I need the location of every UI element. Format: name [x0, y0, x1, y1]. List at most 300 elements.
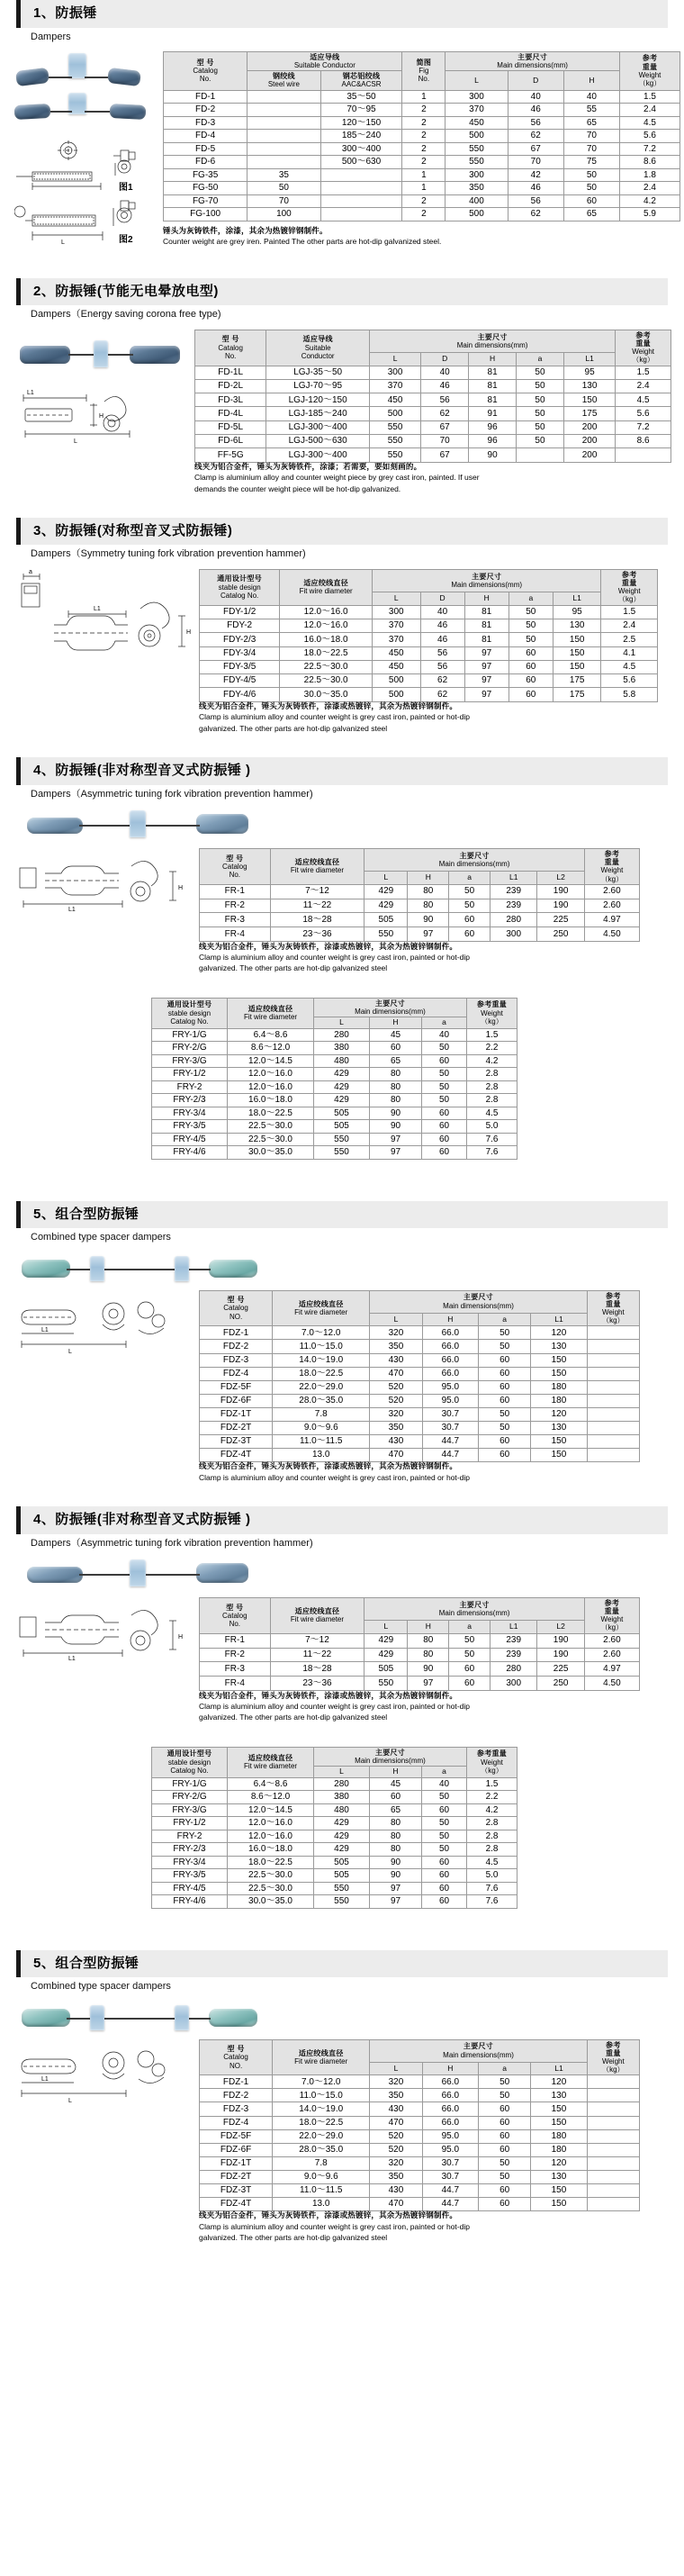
cell-wire: 12.0～16.0: [228, 1080, 314, 1094]
th-D: D: [508, 71, 563, 90]
cell-a: 60: [449, 927, 490, 942]
cell-w: 7.6: [467, 1133, 518, 1146]
section-1-artwork: [14, 51, 163, 255]
cell-catalog: FRY-1/G: [152, 1028, 228, 1042]
spec-table-fdz: [199, 1290, 640, 1458]
cell-H: 81: [464, 619, 508, 632]
cell-H: 80: [370, 1094, 422, 1107]
cell-L1: 200: [563, 448, 615, 462]
cell-L: 550: [369, 420, 420, 434]
th-catalog: 型 号 Catalog No.: [200, 1597, 271, 1633]
cell-catalog: FRY-4/6: [152, 1895, 228, 1909]
th-a: a: [449, 1620, 490, 1633]
cell-catalog: FR-1: [200, 1633, 271, 1648]
section-5a-subtitle: Combined type spacer dampers: [31, 1232, 171, 1243]
cell-H: 95.0: [422, 2129, 478, 2143]
cell-L: 320: [370, 1407, 422, 1421]
cell-wire: 11～22: [270, 1648, 364, 1662]
th-L: L: [446, 71, 508, 90]
cell-a: 60: [422, 1856, 467, 1869]
cell-wire: 11.0～11.5: [273, 2183, 370, 2197]
table-row: [164, 182, 680, 195]
th-catalog: 型 号 Catalog NO.: [200, 2039, 273, 2075]
cell-wire: 13.0: [273, 2197, 370, 2210]
section-4b-title-cn: 防振锤(非对称型音叉式防振锤 ): [55, 1512, 251, 1528]
cell-w: 4.2: [467, 1803, 518, 1817]
table-row: [195, 448, 671, 462]
cell-H: 81: [469, 393, 517, 407]
cell-w: 5.0: [467, 1869, 518, 1883]
table-row: [152, 1882, 518, 1895]
table-row: [152, 1895, 518, 1909]
table-row: [152, 1107, 518, 1120]
cell-L: 550: [369, 435, 420, 448]
th-dimensions: 主要尺寸 Main dimensions(mm): [369, 330, 615, 352]
cell-catalog: FR-2: [200, 899, 271, 913]
cell-catalog: FRY-4/6: [152, 1146, 228, 1160]
cell-w: [587, 2116, 639, 2129]
cell-a: 50: [479, 1326, 531, 1340]
cell-L1: 150: [563, 393, 615, 407]
section-4a-title-cn: 防振锤(非对称型音叉式防振锤 ): [55, 763, 251, 779]
cell-a: 50: [479, 2170, 531, 2183]
cell-w: [587, 1353, 639, 1367]
cell-a: 60: [508, 674, 553, 688]
cell-a: 50: [517, 435, 564, 448]
cell-L1: 239: [490, 899, 537, 913]
cell-D: 40: [508, 90, 563, 104]
section-4b-drawing: [14, 1597, 194, 1662]
section-5b-number: 5、: [33, 1955, 56, 1971]
table-row: [152, 1068, 518, 1081]
section-4a-artwork: [14, 848, 199, 913]
dimension-label-L: L: [68, 1348, 72, 1355]
cell-catalog: FD-4: [164, 130, 248, 143]
cell-H: 30.7: [422, 2156, 478, 2170]
cell-L: 429: [364, 899, 408, 913]
table-row: [200, 2075, 640, 2089]
cell-H: 80: [408, 899, 449, 913]
cell-wire: 7.0～12.0: [273, 2075, 370, 2089]
cell-a: 50: [422, 1068, 467, 1081]
section-4b-photo-wrap: [0, 1550, 684, 1595]
cell-L1: 130: [531, 2089, 587, 2102]
section-3-table-area: [199, 569, 671, 734]
cell-L: 500: [446, 208, 508, 221]
cell-catalog: FRY-2/3: [152, 1094, 228, 1107]
section-3-note: 线夹为铝合金件，锤头为灰铸铁件，涂漆或热镀锌，其余为热镀锌钢制件。 Clamp is aluminium alloy and counter weight is grey cast iron, painted or hot-dip galvanized. The other parts are hot-dip galvanized steel: [199, 701, 470, 733]
th-weight: 参考 重量 Weight （kg）: [616, 330, 671, 366]
cell-cond: LGJ-120～150: [266, 393, 370, 407]
th-weight: 参考 重量 Weight （kg）: [587, 1290, 639, 1326]
section-2-body: [0, 322, 684, 494]
cell-catalog: FR-4: [200, 1677, 271, 1691]
counter-weight-icon: [110, 104, 147, 120]
cell-L: 320: [370, 2156, 422, 2170]
cell-L1: 130: [531, 2170, 587, 2183]
th-L: L: [314, 1766, 370, 1777]
cell-w: [587, 1340, 639, 1353]
cell-catalog: FRY-1/G: [152, 1777, 228, 1791]
cell-L1: 130: [531, 1340, 587, 1353]
cell-L1: 175: [563, 407, 615, 420]
cell-w: 4.5: [616, 393, 671, 407]
cell-a: 60: [479, 2143, 531, 2156]
cell-H: 65: [370, 1054, 422, 1068]
cell-H: 75: [563, 156, 619, 169]
section-1-body: [0, 44, 684, 255]
cell-a: 60: [479, 1394, 531, 1407]
section-2: [0, 278, 684, 494]
cell-w: 5.6: [619, 130, 680, 143]
cell-w: 7.2: [616, 420, 671, 434]
cell-H: 90: [370, 1120, 422, 1134]
cell-H: 30.7: [422, 2170, 478, 2183]
cell-H: 80: [370, 1843, 422, 1857]
cell-L: 429: [314, 1068, 370, 1081]
cell-catalog: FRY-2/G: [152, 1791, 228, 1804]
cell-steel: [248, 142, 320, 156]
cell-wire: 6.4～8.6: [228, 1028, 314, 1042]
th-dimensions: 主要尺寸 Main dimensions(mm): [364, 1597, 584, 1620]
cell-H: 50: [563, 168, 619, 182]
counter-weight-icon: [196, 814, 248, 834]
section-4b-subtitle: Dampers（Asymmetric tuning fork vibration prevention hammer): [31, 1537, 313, 1549]
dimension-label-H: H: [178, 884, 184, 891]
cell-D: 40: [421, 366, 469, 379]
cell-a: 60: [449, 913, 490, 927]
cell-L: 429: [364, 1633, 408, 1648]
cell-L: 550: [314, 1895, 370, 1909]
cell-H: 96: [469, 420, 517, 434]
cell-catalog: FDZ-6F: [200, 2143, 273, 2156]
cell-L1: 280: [490, 913, 537, 927]
section-1: [0, 0, 684, 255]
cell-H: 81: [469, 366, 517, 379]
table-row: [164, 130, 680, 143]
cell-wire: 11.0～15.0: [273, 1340, 370, 1353]
cell-a: 60: [479, 1353, 531, 1367]
section-1-table-area: [163, 51, 680, 247]
table-row: [164, 104, 680, 117]
cell-D: 46: [508, 104, 563, 117]
cell-D: 67: [421, 448, 469, 462]
cell-cond: LGJ-300～400: [266, 420, 370, 434]
cell-L: 505: [314, 1107, 370, 1120]
cell-catalog: FD-1L: [195, 366, 266, 379]
cell-cond: LGJ-35～50: [266, 366, 370, 379]
cell-L: 470: [370, 2116, 422, 2129]
wire-strand-icon: [67, 1269, 211, 1270]
section-2-number: 2、: [33, 283, 56, 299]
spec-table-fry: [151, 998, 518, 1160]
cell-a: 50: [479, 1340, 531, 1353]
cell-D: 62: [420, 674, 464, 688]
cell-H: 97: [370, 1146, 422, 1160]
cell-L: 450: [372, 646, 420, 660]
cell-H: 90: [370, 1107, 422, 1120]
th-L1: L1: [531, 1313, 587, 1326]
th-a: a: [508, 592, 553, 605]
cell-w: 2.8: [467, 1817, 518, 1830]
table-row: [200, 660, 658, 673]
section-4b-fry-area: [0, 1723, 684, 1909]
cell-L: 480: [314, 1054, 370, 1068]
section-3: [0, 518, 684, 734]
cell-wire: 7.8: [273, 2156, 370, 2170]
figure-2-label: 图2: [119, 234, 133, 245]
cell-L1: 120: [531, 1326, 587, 1340]
cell-L: 450: [446, 116, 508, 130]
cell-w: 2.8: [467, 1094, 518, 1107]
cell-w: [587, 1326, 639, 1340]
cell-aac: [320, 194, 402, 208]
cell-wire: 9.0～9.6: [273, 2170, 370, 2183]
cell-L1: 150: [531, 1353, 587, 1367]
cell-L: 450: [372, 660, 420, 673]
th-weight: 参考 重量 Weight （kg）: [584, 1597, 639, 1633]
cell-L1: 150: [531, 2183, 587, 2197]
cell-L1: 150: [531, 2197, 587, 2210]
th-weight: 参考 重量 Weight （kg）: [584, 848, 639, 884]
cell-a: 60: [479, 1434, 531, 1448]
cell-L: 520: [370, 2143, 422, 2156]
table-row: [152, 1028, 518, 1042]
cell-H: 81: [464, 605, 508, 619]
cell-L1: 180: [531, 2129, 587, 2143]
cell-w: [587, 2129, 639, 2143]
cell-catalog: FG-70: [164, 194, 248, 208]
cell-catalog: FDZ-6F: [200, 1394, 273, 1407]
cell-D: 67: [508, 142, 563, 156]
th-dimensions: 主要尺寸 Main dimensions(mm): [372, 569, 600, 592]
section-4b-number: 4、: [33, 1512, 56, 1528]
th-fit-wire-diameter: 适应绞线直径 Fit wire diameter: [280, 569, 373, 605]
th-H: H: [370, 1766, 422, 1777]
figure-2-drawing: [14, 195, 158, 255]
cell-wire: 18.0～22.5: [273, 2116, 370, 2129]
cell-D: 56: [420, 660, 464, 673]
clamp-body-icon: [90, 2005, 104, 2030]
section-5a-drawing: [14, 1290, 194, 1360]
cell-w: 2.4: [619, 182, 680, 195]
th-conductor: 适应导线 Suitable Conductor: [266, 330, 370, 366]
table-row: [152, 1146, 518, 1160]
damper-photo-corona-free: [14, 333, 190, 385]
cell-wire: 12.0～16.0: [280, 619, 373, 632]
cell-a: 50: [449, 1633, 490, 1648]
cell-a: 60: [449, 1677, 490, 1691]
cell-a: 50: [517, 407, 564, 420]
cell-L1: 239: [490, 1648, 537, 1662]
cell-catalog: FD-6: [164, 156, 248, 169]
cell-w: 1.5: [619, 90, 680, 104]
cell-w: 4.1: [601, 646, 658, 660]
cell-a: 60: [422, 1054, 467, 1068]
cell-w: 2.2: [467, 1042, 518, 1055]
spec-table-symmetry-fork: [199, 569, 658, 700]
cell-L: 370: [372, 619, 420, 632]
cell-w: [587, 1434, 639, 1448]
table-row: [164, 90, 680, 104]
section-5b-table-area: [199, 2039, 671, 2244]
cell-w: 2.60: [584, 1648, 639, 1662]
th-a: a: [422, 1017, 467, 1029]
cell-w: 5.0: [467, 1120, 518, 1134]
damper-photo-top: [14, 53, 158, 140]
cell-H: 66.0: [422, 1367, 478, 1380]
cell-catalog: FR-3: [200, 1662, 271, 1677]
cell-cond: LGJ-500～630: [266, 435, 370, 448]
table-row: [164, 142, 680, 156]
cell-wire: 7.8: [273, 1407, 370, 1421]
th-H: H: [408, 871, 449, 884]
cell-catalog: FRY-2: [152, 1830, 228, 1843]
table-row: [200, 2197, 640, 2210]
cell-L: 550: [364, 1677, 408, 1691]
section-5b-photo-wrap: [0, 1994, 684, 2038]
cell-wire: 9.0～9.6: [273, 1421, 370, 1434]
cell-H: 80: [370, 1080, 422, 1094]
spec-table-dampers: [163, 51, 680, 221]
cell-catalog: FR-2: [200, 1648, 271, 1662]
cell-a: 60: [422, 1895, 467, 1909]
cell-catalog: FDY-4/5: [200, 674, 280, 688]
cell-L1: 150: [531, 1367, 587, 1380]
section-4b-body: [0, 1595, 684, 1723]
cell-L: 320: [370, 2075, 422, 2089]
section-3-artwork: [14, 569, 199, 663]
cell-catalog: FDZ-3T: [200, 1434, 273, 1448]
cell-a: 60: [422, 1146, 467, 1160]
section-4a-fry-area: [0, 974, 684, 1160]
cell-w: [587, 2170, 639, 2183]
th-fit-wire-diameter: 适应绞线直径 Fit wire diameter: [270, 1597, 364, 1633]
clamp-body-icon: [90, 1256, 104, 1281]
cell-L: 520: [370, 2129, 422, 2143]
table-row: [164, 156, 680, 169]
table-row: [200, 2102, 640, 2116]
cell-catalog: FD-5L: [195, 420, 266, 434]
cell-w: [587, 2075, 639, 2089]
section-4a-photo-wrap: [0, 801, 684, 846]
section-4b-table-area: [199, 1597, 671, 1723]
table-row: [200, 1407, 640, 1421]
th-a: a: [517, 352, 564, 366]
spec-table-corona-free: [194, 330, 671, 460]
section-5a: [0, 1201, 684, 1483]
cell-cond: LGJ-300～400: [266, 448, 370, 462]
counter-weight-icon: [22, 2009, 70, 2027]
cell-catalog: FRY-2/3: [152, 1843, 228, 1857]
cell-catalog: FG-35: [164, 168, 248, 182]
section-3-drawing: [14, 569, 194, 663]
cell-a: 50: [422, 1843, 467, 1857]
table-row: [200, 1367, 640, 1380]
th-fit-wire-diameter: 适应绞线直径 Fit wire diameter: [273, 2039, 370, 2075]
cell-a: 50: [422, 1791, 467, 1804]
cell-w: 2.60: [584, 884, 639, 899]
asymmetric-damper-photo: [27, 805, 252, 846]
table-row: [200, 927, 640, 942]
cell-wire: 13.0: [273, 1448, 370, 1461]
cell-a: 50: [517, 379, 564, 393]
cell-w: 2.8: [467, 1843, 518, 1857]
section-4a-subtitle: Dampers（Asymmetric tuning fork vibration prevention hammer): [31, 788, 313, 800]
cell-L: 380: [314, 1791, 370, 1804]
cell-a: 60: [422, 1803, 467, 1817]
cell-w: 7.6: [467, 1882, 518, 1895]
cell-w: 5.9: [619, 208, 680, 221]
th-L: L: [372, 592, 420, 605]
cell-w: 4.5: [601, 660, 658, 673]
th-D: D: [421, 352, 469, 366]
th-catalog: 型 号 Catalog No.: [195, 330, 266, 366]
cell-L: 550: [364, 927, 408, 942]
cell-steel: 100: [248, 208, 320, 221]
cell-w: [587, 2143, 639, 2156]
th-fit-wire-diameter: 适应绞线直径 Fit wire diameter: [270, 848, 364, 884]
cell-H: 90: [469, 448, 517, 462]
cell-H: 44.7: [422, 1448, 478, 1461]
cell-H: 30.7: [422, 1421, 478, 1434]
section-2-drawing: [14, 385, 190, 448]
cell-w: 2.8: [467, 1080, 518, 1094]
cell-a: 50: [508, 605, 553, 619]
cell-wire: 11～22: [270, 899, 364, 913]
cell-D: 56: [508, 194, 563, 208]
cell-H: 95.0: [422, 2143, 478, 2156]
th-fig: 简图 Fig No.: [402, 51, 446, 90]
section-5a-note: 线夹为铝合金件，锤头为灰铸铁件，涂漆或热镀锌，其余为热镀锌钢制件。 Clamp is aluminium alloy and counter weight is grey cast iron, painted or hot-dip: [199, 1461, 470, 1482]
cell-catalog: FD-1: [164, 90, 248, 104]
th-catalog: 型 号 Catalog No.: [200, 848, 271, 884]
spec-table-body: [152, 1028, 518, 1159]
cell-a: 50: [479, 2089, 531, 2102]
section-1-note: 锤头为灰铸铁件，涂漆，其余为热镀锌钢制件。 Counter weight are grey iren. Painted The other parts are hot-dip galvanized steel.: [163, 225, 442, 246]
cell-H: 66.0: [422, 1353, 478, 1367]
section-1-heading: [16, 0, 668, 28]
cell-L2: 225: [537, 1662, 584, 1677]
th-weight: 参考重量 Weight （kg）: [467, 1747, 518, 1777]
spacer-damper-photo: [22, 1998, 265, 2038]
cell-L: 429: [314, 1080, 370, 1094]
cell-catalog: FDZ-5F: [200, 2129, 273, 2143]
counter-weight-icon: [14, 104, 51, 120]
section-5b-body: [0, 2038, 684, 2244]
cell-H: 65: [370, 1803, 422, 1817]
cell-L1: 120: [531, 2075, 587, 2089]
cell-H: 66.0: [422, 2075, 478, 2089]
table-row: [200, 646, 658, 660]
cell-w: 4.5: [619, 116, 680, 130]
cell-w: 4.5: [467, 1856, 518, 1869]
cell-H: 91: [469, 407, 517, 420]
th-fit-wire-diameter: 适应绞线直径 Fit wire diameter: [228, 1747, 314, 1777]
cell-steel: [248, 156, 320, 169]
table-row: [200, 2143, 640, 2156]
cell-catalog: FRY-3/G: [152, 1803, 228, 1817]
cell-a: 50: [422, 1817, 467, 1830]
cell-L: 505: [314, 1856, 370, 1869]
cell-fig: 2: [402, 194, 446, 208]
cell-aac: 300～400: [320, 142, 402, 156]
cell-L1: 150: [531, 1434, 587, 1448]
cell-w: [587, 1407, 639, 1421]
table-row: [200, 1434, 640, 1448]
table-row: [152, 1791, 518, 1804]
cell-H: 80: [370, 1068, 422, 1081]
